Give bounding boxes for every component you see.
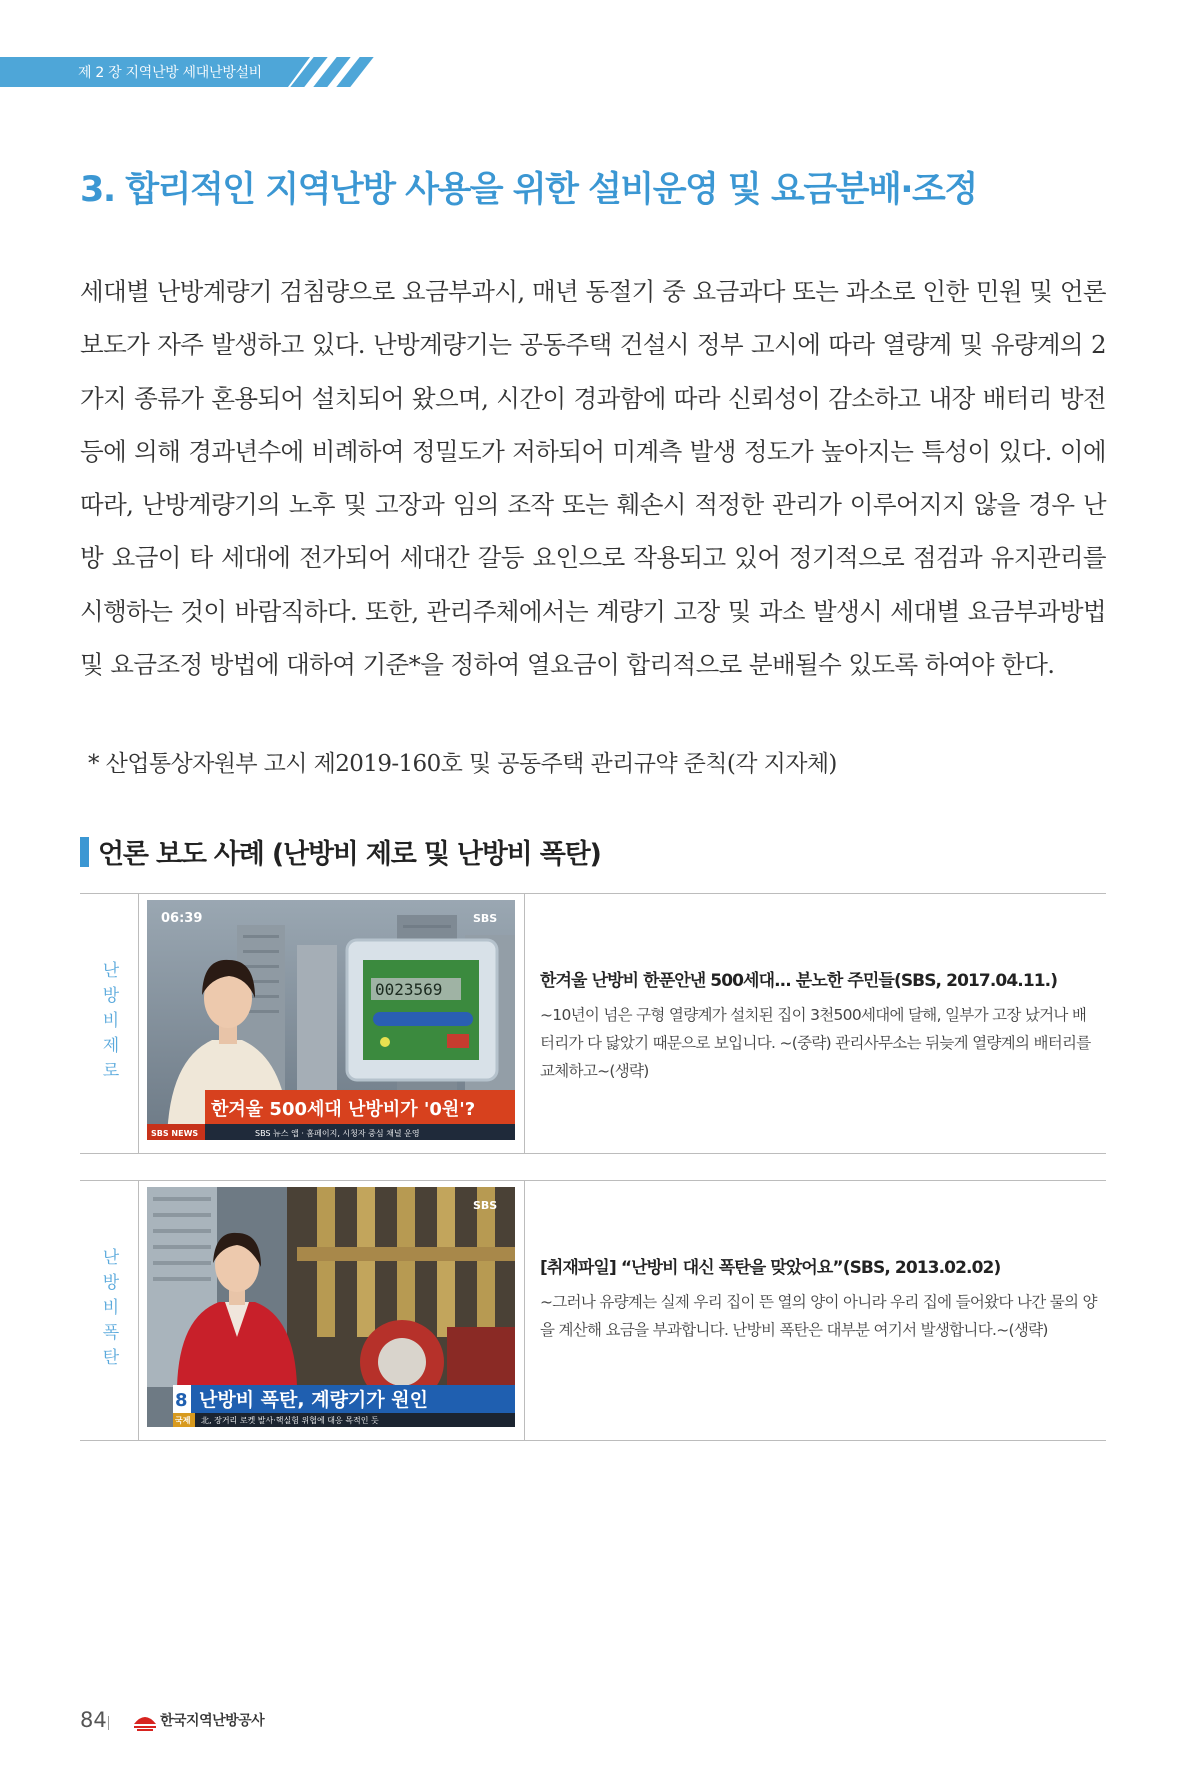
case-label: 난방비폭탄	[98, 1248, 119, 1373]
company-logo-text: 한국지역난방공사	[160, 1713, 265, 1729]
channel-number: 8	[175, 1390, 188, 1411]
broadcaster-logo: SBS	[473, 1199, 498, 1212]
news-case-row	[80, 1180, 1106, 1441]
footer-divider	[108, 1716, 109, 1730]
meter-reading: 0023569	[375, 980, 443, 999]
ticker-brand: SBS NEWS	[151, 1129, 199, 1138]
heat-meter-image	[347, 940, 497, 1080]
case-label: 난방비제로	[98, 961, 119, 1086]
case-headline: [취재파일] “난방비 대신 폭탄을 맞았어요”(SBS, 2013.02.02)	[540, 1258, 1001, 1278]
news-screenshot-2	[147, 1187, 515, 1427]
broadcast-time: 06:39	[161, 911, 203, 926]
section-title: 3. 합리적인 지역난방 사용을 위한 설비운영 및 요금분배·조정	[80, 170, 977, 210]
case-text	[540, 966, 1100, 1085]
pipe-manifold-image	[287, 1187, 515, 1404]
ticker-tag: 국제	[175, 1416, 191, 1425]
case-excerpt: ~그러나 유량계는 실제 우리 집이 뜬 열의 양이 아니라 우리 집에 들어왔다 나간 물의 양을 계산해 요금을 부과합니다. 난방비 폭탄은 대부분 여기서 발생합니다.~(생략)	[540, 1293, 1097, 1339]
case-text	[540, 1253, 1100, 1344]
case-excerpt: ~10년이 넘은 구형 열량계가 설치된 집이 3천500세대에 달해, 일부가 고장 났거나 배터리가 다 닳았기 때문으로 보입니다. ~(중략) 관리사무소는 뒤늦게 열량계의 배터리를 교체하고~(생략)	[540, 1006, 1091, 1080]
news-caption: 한겨울 500세대 난방비가 '0원'?	[211, 1099, 476, 1120]
case-label-cell	[80, 1181, 139, 1440]
subsection-marker	[80, 837, 89, 867]
news-ticker: SBS 뉴스 앱 · 홈페이지, 시청자 중심 채널 운영	[255, 1129, 420, 1138]
case-headline: 한겨울 난방비 한푼안낸 500세대... 분노한 주민들(SBS, 2017.04.11.)	[540, 971, 1058, 991]
news-screenshot-1	[147, 900, 515, 1140]
page-number: 84	[80, 1708, 107, 1732]
news-caption: 난방비 폭탄, 계량기가 원인	[199, 1389, 428, 1411]
subsection-title: 언론 보도 사례 (난방비 제로 및 난방비 폭탄)	[98, 839, 601, 870]
body-paragraph: 세대별 난방계량기 검침량으로 요금부과시, 매년 동절기 중 요금과다 또는 과소로 인한 민원 및 언론보도가 자주 발생하고 있다. 난방계량기는 공동주택 건설시 정부 고시에 따라 열량계 및 유량계의 2가지 종류가 혼용되어 설치되어 왔으며, 시간이 경과함에 따라 신뢰성이 감소하고 내장 배터리 방전 등에 의해 경과년수에 비례하여 정밀도가 저하되어 미계측 발생 정도가 높아지는 특성이 있다. 이에 따라, 난방계량기의 노후 및 고장과 임의 조작 또는 훼손시 적정한 관리가 이루어지지 않을 경우 난방 요금이 타 세대에 전가되어 세대간 갈등 요인으로 작용되고 있어 정기적으로 점검과 유지관리를 시행하는 것이 바람직하다. 또한, 관리주체에서는 계량기 고장 및 과소 발생시 세대별 요금부과방법 및 요금조정 방법에 대하여 기준*을 정하여 열요금이 합리적으로 분배될수 있도록 하여야 한다.	[80, 277, 1106, 680]
broadcaster-logo: SBS	[473, 912, 498, 925]
news-ticker: 北, 장거리 로켓 발사·핵실험 위협에 대응 목적인 듯	[201, 1416, 379, 1425]
chapter-title: 제 2 장 지역난방 세대난방설비	[78, 65, 262, 81]
case-photo-cell	[138, 894, 525, 1153]
case-label-cell	[80, 894, 139, 1153]
case-photo-cell	[138, 1181, 525, 1440]
news-case-row	[80, 893, 1106, 1154]
footnote: * 산업통상자원부 고시 제2019-160호 및 공동주택 관리규약 준칙(각 지자체)	[88, 751, 837, 777]
company-logo-icon	[132, 1710, 158, 1732]
